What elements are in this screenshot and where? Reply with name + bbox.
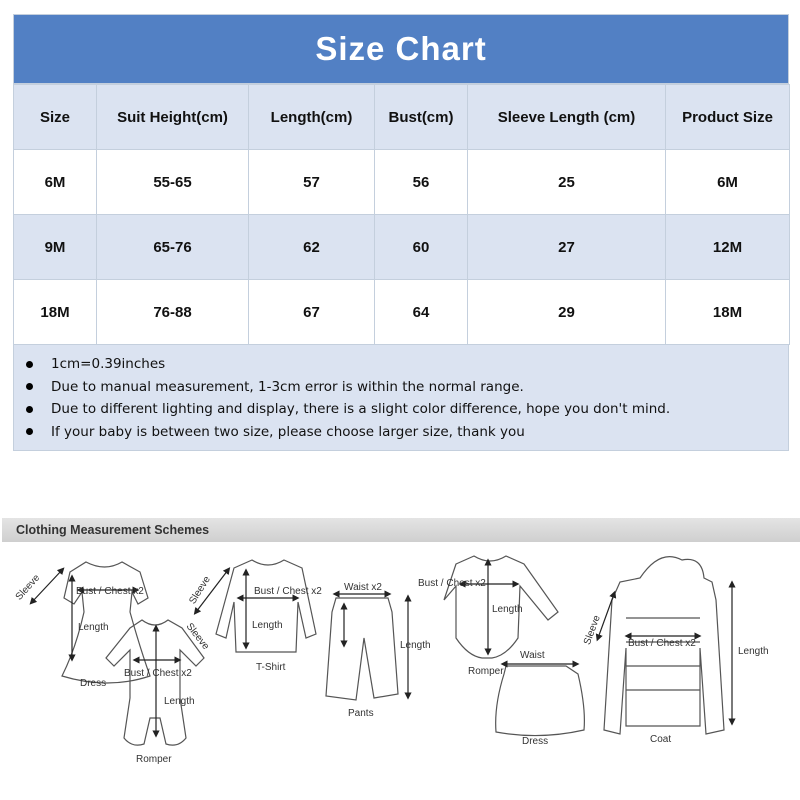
column-header: Length(cm) xyxy=(249,85,375,150)
note-item xyxy=(26,376,778,399)
table-cell: 60 xyxy=(375,215,468,280)
table-cell: 62 xyxy=(249,215,375,280)
table-cell: 67 xyxy=(249,280,375,345)
pants-label: Pants xyxy=(348,708,374,719)
note-text: Due to manual measurement, 1-3cm error is within the normal range. xyxy=(51,378,524,395)
sleeve-label: Sleeve xyxy=(13,572,43,603)
tshirt-label: T-Shirt xyxy=(256,662,286,673)
table-cell: 9M xyxy=(14,215,97,280)
bullet-icon xyxy=(26,406,33,413)
waist-x2-label: Waist x2 xyxy=(344,582,382,593)
note-item xyxy=(26,421,778,444)
table-cell: 57 xyxy=(249,150,375,215)
length-label: Length xyxy=(164,696,195,707)
skirt-illustration xyxy=(496,650,585,747)
table-row xyxy=(14,150,790,215)
dress-label: Dress xyxy=(80,678,107,689)
column-header: Bust(cm) xyxy=(375,85,468,150)
table-cell: 29 xyxy=(468,280,666,345)
length-label: Length xyxy=(492,604,523,615)
column-header: Size xyxy=(14,85,97,150)
length-label: Length xyxy=(738,646,769,657)
note-item xyxy=(26,353,778,376)
table-cell: 6M xyxy=(666,150,790,215)
table-row xyxy=(14,280,790,345)
length-label: Length xyxy=(400,640,431,651)
bust-chest-label: Bust / Chest x2 xyxy=(254,586,322,597)
sleeve-label: Sleeve xyxy=(582,613,603,647)
size-chart-title: Size Chart xyxy=(13,14,789,84)
schemes-title: Clothing Measurement Schemes xyxy=(16,523,210,537)
dress-label: Dress xyxy=(522,736,549,747)
column-header: Sleeve Length (cm) xyxy=(468,85,666,150)
size-chart xyxy=(13,14,789,451)
table-cell: 65-76 xyxy=(97,215,249,280)
note-text: 1cm=0.39inches xyxy=(51,356,166,373)
table-cell: 18M xyxy=(14,280,97,345)
note-text: If your baby is between two size, please choose larger size, thank you xyxy=(51,423,525,440)
measurement-illustrations xyxy=(0,548,800,796)
bullet-icon xyxy=(26,428,33,435)
schemes-header xyxy=(2,518,800,542)
romper-label: Romper xyxy=(136,754,172,765)
note-text: Due to different lighting and display, there is a slight color difference, hope you don't mind. xyxy=(51,401,671,418)
table-cell: 18M xyxy=(666,280,790,345)
bust-chest-label: Bust / Chest x2 xyxy=(124,668,192,679)
bust-chest-label: Bust / Chest x2 xyxy=(76,586,144,597)
table-row xyxy=(14,215,790,280)
length-label: Length xyxy=(252,620,283,631)
table-cell: 76-88 xyxy=(97,280,249,345)
table-header-row xyxy=(14,85,790,150)
pants-illustration xyxy=(326,582,431,719)
table-cell: 6M xyxy=(14,150,97,215)
size-table xyxy=(13,84,790,345)
length-label: Length xyxy=(78,622,109,633)
bullet-icon xyxy=(26,383,33,390)
tshirt-illustration xyxy=(187,560,322,673)
table-cell: 64 xyxy=(375,280,468,345)
table-cell: 55-65 xyxy=(97,150,249,215)
sleeve-label: Sleeve xyxy=(187,574,213,607)
waist-label: Waist xyxy=(520,650,545,661)
column-header: Suit Height(cm) xyxy=(97,85,249,150)
table-cell: 12M xyxy=(666,215,790,280)
note-item xyxy=(26,398,778,421)
coat-illustration xyxy=(582,557,769,745)
bullet-icon xyxy=(26,361,33,368)
sleeve-label: Sleeve xyxy=(183,621,212,653)
column-header: Product Size xyxy=(666,85,790,150)
table-cell: 27 xyxy=(468,215,666,280)
bust-chest-label: Bust / Chest x2 xyxy=(628,638,696,649)
notes-list xyxy=(13,345,789,451)
romper-label: Romper xyxy=(468,666,504,677)
table-cell: 25 xyxy=(468,150,666,215)
footed-romper-illustration xyxy=(106,620,211,765)
bust-chest-label: Bust / Chest x2 xyxy=(418,578,486,589)
coat-label: Coat xyxy=(650,734,672,745)
table-cell: 56 xyxy=(375,150,468,215)
